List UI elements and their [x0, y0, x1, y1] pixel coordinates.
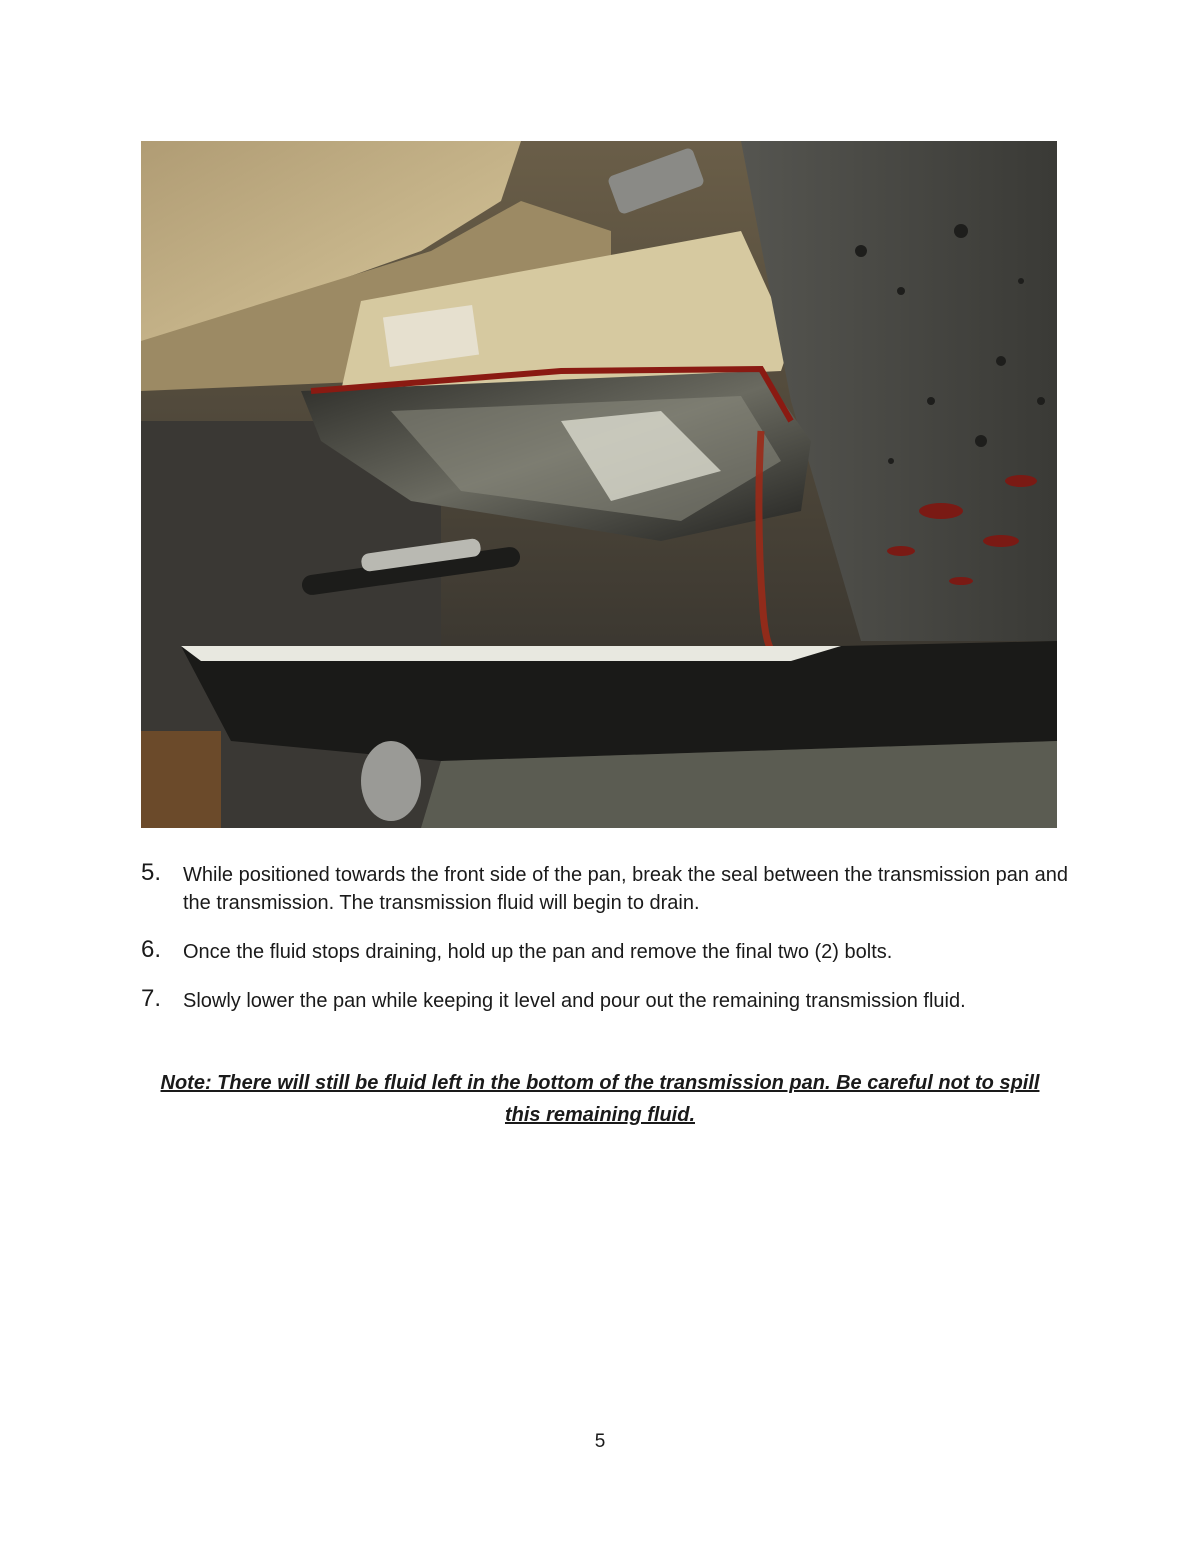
step-number: 7. — [141, 985, 162, 1012]
step-7 — [141, 984, 1071, 1015]
step-number: 6. — [141, 936, 162, 963]
step-text: Once the fluid stops draining, hold up the pan and remove the final two (2) bolts. — [183, 941, 893, 963]
instruction-steps — [141, 858, 1071, 1033]
page-number: 5 — [594, 1431, 606, 1452]
step-number: 5. — [141, 859, 162, 886]
caution-note: Note: There will still be fluid left in the bottom of the transmission pan. Be careful not to spill this remaining fluid. — [160, 1072, 1040, 1126]
step-5 — [141, 858, 1071, 917]
step-text: While positioned towards the front side of the pan, break the seal between the transmission pan and the transmission. The transmission fluid will begin to drain. — [183, 864, 1068, 914]
step-6 — [141, 935, 1071, 966]
transmission-pan-photo — [141, 141, 1057, 828]
step-text: Slowly lower the pan while keeping it level and pour out the remaining transmission fluid. — [183, 990, 966, 1012]
